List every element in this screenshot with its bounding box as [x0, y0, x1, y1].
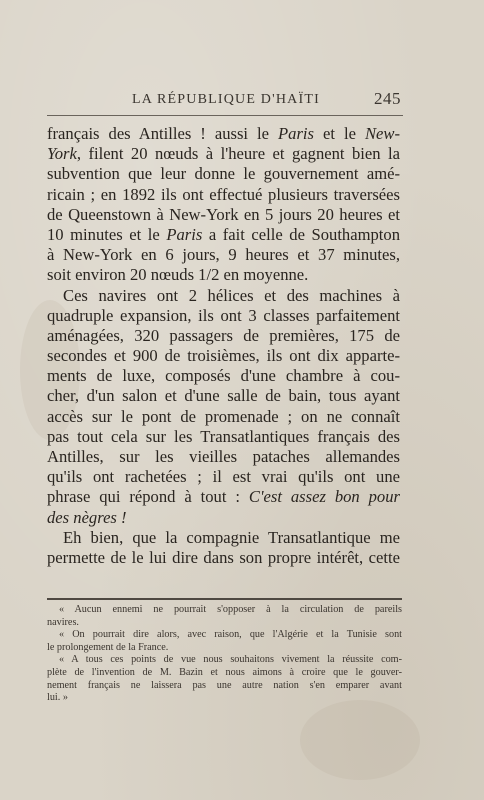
footnote-line: « On pourrait dire alors, avec raison, que l'Algérie et la Tunisie sont [59, 629, 402, 641]
body-text [47, 124, 400, 568]
paragraph-start-line: Ces navires ont 2 hélices et des machines à [63, 285, 400, 305]
running-head [128, 88, 408, 108]
text-line: cher, d'un salon et d'une salle de bain, tous ayant [47, 386, 400, 406]
text-line: permette de le lui dire dans son propre intérêt, cette [47, 547, 400, 567]
text-line: phrase qui répond à tout : C'est assez bon pour [47, 487, 400, 507]
text-line: Antilles, sur les vieilles pataches allemandes [47, 447, 400, 466]
text-line: de Queenstown à New-York en 5 jours 20 heures et [47, 204, 400, 224]
paragraph-start-line: Eh bien, que la compagnie Transatlantique me [63, 527, 400, 547]
footnote-line: le prolongement de la France. [47, 641, 169, 653]
footnote-line: « A tous ces points de vue nous souhaitons vivement la réussite com- [59, 654, 402, 666]
running-title: LA RÉPUBLIQUE D'HAÏTI [132, 92, 320, 107]
text-line: à New-York en 6 jours, 9 heures et 37 minutes, [47, 245, 400, 265]
footnote-line: « Aucun ennemi ne pourrait s'opposer à la circulation de pareils [59, 604, 402, 615]
text-line: des nègres ! [47, 507, 127, 527]
text-line: subvention que leur donne le gouvernement amé- [47, 164, 400, 184]
text-line: ricain ; en 1892 ils ont effectué plusieurs traversées [47, 184, 400, 204]
text-line: secondes et 900 de troisièmes, ils ont dix apparte- [47, 346, 400, 366]
footnotes [47, 604, 402, 705]
footnote-line: nement français ne laissera pas une autre nation s'en emparer avant [47, 679, 402, 691]
text-line: français des Antilles ! aussi le Paris et le New- [47, 124, 400, 143]
text-line: aménagées, 320 passagers de premières, 175 de [47, 325, 400, 345]
footnote-line: navires. [47, 616, 79, 628]
page-number: 245 [374, 89, 401, 108]
header-rule [47, 115, 403, 116]
text-line: quadruple expansion, ils ont 3 classes parfaitement [47, 305, 400, 325]
text-line: qu'ils ont rachetées ; il est vrai qu'ils ont une [47, 467, 400, 487]
text-line: accès sur le pont de promenade ; on ne connaît [47, 406, 400, 426]
text-line: York, filent 20 nœuds à l'heure et gagnent bien la [47, 144, 400, 164]
text-line: ments de luxe, composés d'une chambre à cou- [47, 366, 400, 386]
footnote-rule [47, 598, 402, 600]
paper-stain [300, 700, 420, 780]
footnote-line: plète de l'invention de M. Bazin et nous aimons à croire que le gouver- [47, 666, 402, 678]
text-line: soit environ 20 nœuds 1/2 en moyenne. [47, 265, 309, 285]
footnote-line: lui. » [47, 692, 68, 704]
text-line: pas tout cela sur les Transatlantiques français des [47, 426, 400, 446]
text-line: 10 minutes et le Paris a fait celle de Southampton [47, 224, 401, 244]
